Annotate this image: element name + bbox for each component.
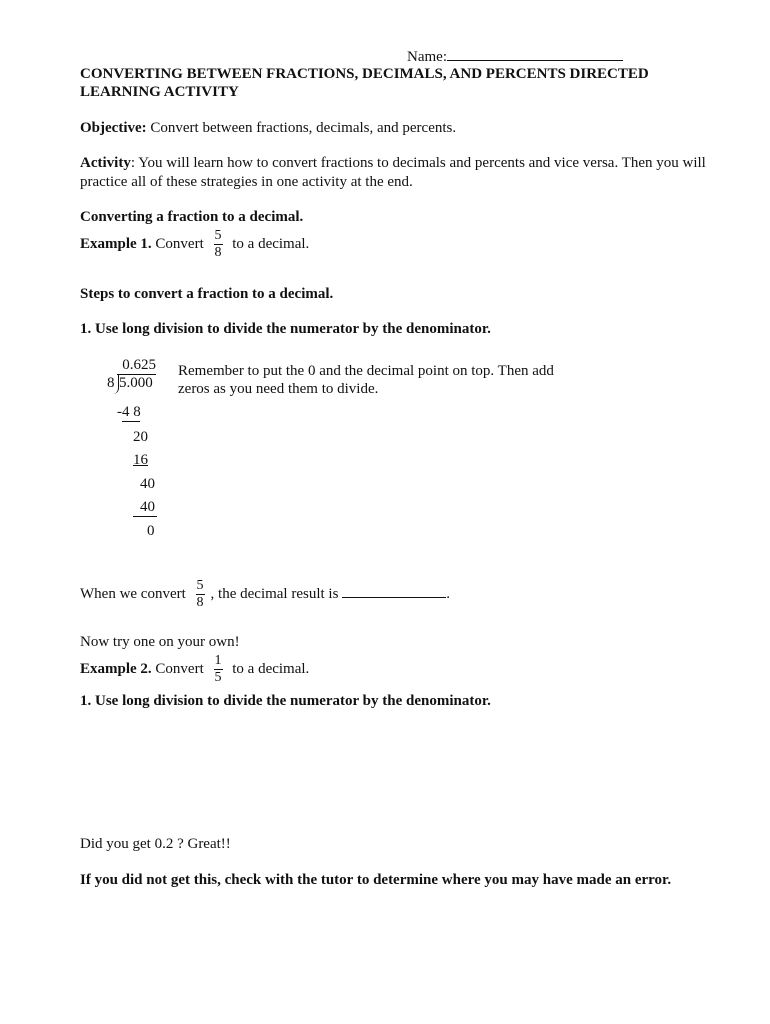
fraction-numerator: 5 [214,228,222,243]
example-1-suffix: to a decimal. [232,235,310,252]
error-note: If you did not get this, check with the tutor to determine where you may have made an error. [80,872,672,888]
result-suffix: . [446,585,450,602]
example-2-fraction [214,653,223,686]
divisor: 8 [107,375,115,391]
fraction-numerator: 5 [196,578,204,593]
division-rule-2 [133,516,157,517]
activity-line-2: practice all of these strategies in one activity at the end. [80,174,413,190]
activity-label: Activity [80,155,131,171]
name-label: Name: [407,49,447,65]
division-row-2: 20 [133,429,148,445]
activity-line-1 [80,155,706,172]
division-row-3: 16 [133,452,148,468]
division-row-4: 40 [140,476,155,492]
result-prefix: When we convert [80,585,186,602]
fraction-denominator: 8 [196,595,204,610]
fraction-numerator: 1 [214,653,222,668]
steps-heading: Steps to convert a fraction to a decimal. [80,286,334,302]
page-title-line-2: LEARNING ACTIVITY [80,84,239,100]
quotient: 0.625 [117,357,156,375]
try-on-your-own: Now try one on your own! [80,634,240,650]
example-2 [80,653,309,686]
fraction-denominator: 5 [214,670,222,685]
example-2-suffix: to a decimal. [232,660,310,677]
example-2-step-1: 1. Use long division to divide the numerator by the denominator. [80,693,491,709]
fraction-denominator: 8 [214,245,222,260]
example-1-label: Example 1. [80,235,152,252]
division-row-1: -4 8 [117,404,141,420]
section-heading-fraction-to-decimal: Converting a fraction to a decimal. [80,209,304,225]
result-sentence [80,578,450,611]
result-fraction [196,578,205,611]
name-field[interactable] [407,46,623,66]
name-blank[interactable] [447,46,623,61]
objective-label: Objective: [80,120,147,136]
example-1 [80,228,309,261]
result-answer-blank[interactable] [342,584,446,598]
step-1: 1. Use long division to divide the numerator by the denominator. [80,321,491,337]
division-row-5: 40 [140,499,155,515]
objective [80,120,456,137]
division-row-6: 0 [147,523,155,539]
work-space[interactable] [80,718,690,828]
dividend: 5.000 [119,375,153,391]
example-1-fraction [214,228,223,261]
result-middle: , the decimal result is [210,585,339,602]
division-rule-1 [122,421,140,422]
example-2-prefix: Convert [155,660,204,677]
activity-text-1: : You will learn how to convert fractions to decimals and percents and vice versa. Then you will [130,155,706,171]
division-note-line-2: zeros as you need them to divide. [178,381,379,397]
check-answer: Did you get 0.2 ? Great!! [80,836,231,852]
division-note-line-1: Remember to put the 0 and the decimal point on top. Then add [178,363,554,379]
page-title-line-1: CONVERTING BETWEEN FRACTIONS, DECIMALS, AND PERCENTS DIRECTED [80,66,649,82]
example-1-prefix: Convert [155,235,204,252]
objective-text: Convert between fractions, decimals, and percents. [150,120,457,136]
division-bracket [112,374,119,394]
example-2-label: Example 2. [80,660,152,677]
